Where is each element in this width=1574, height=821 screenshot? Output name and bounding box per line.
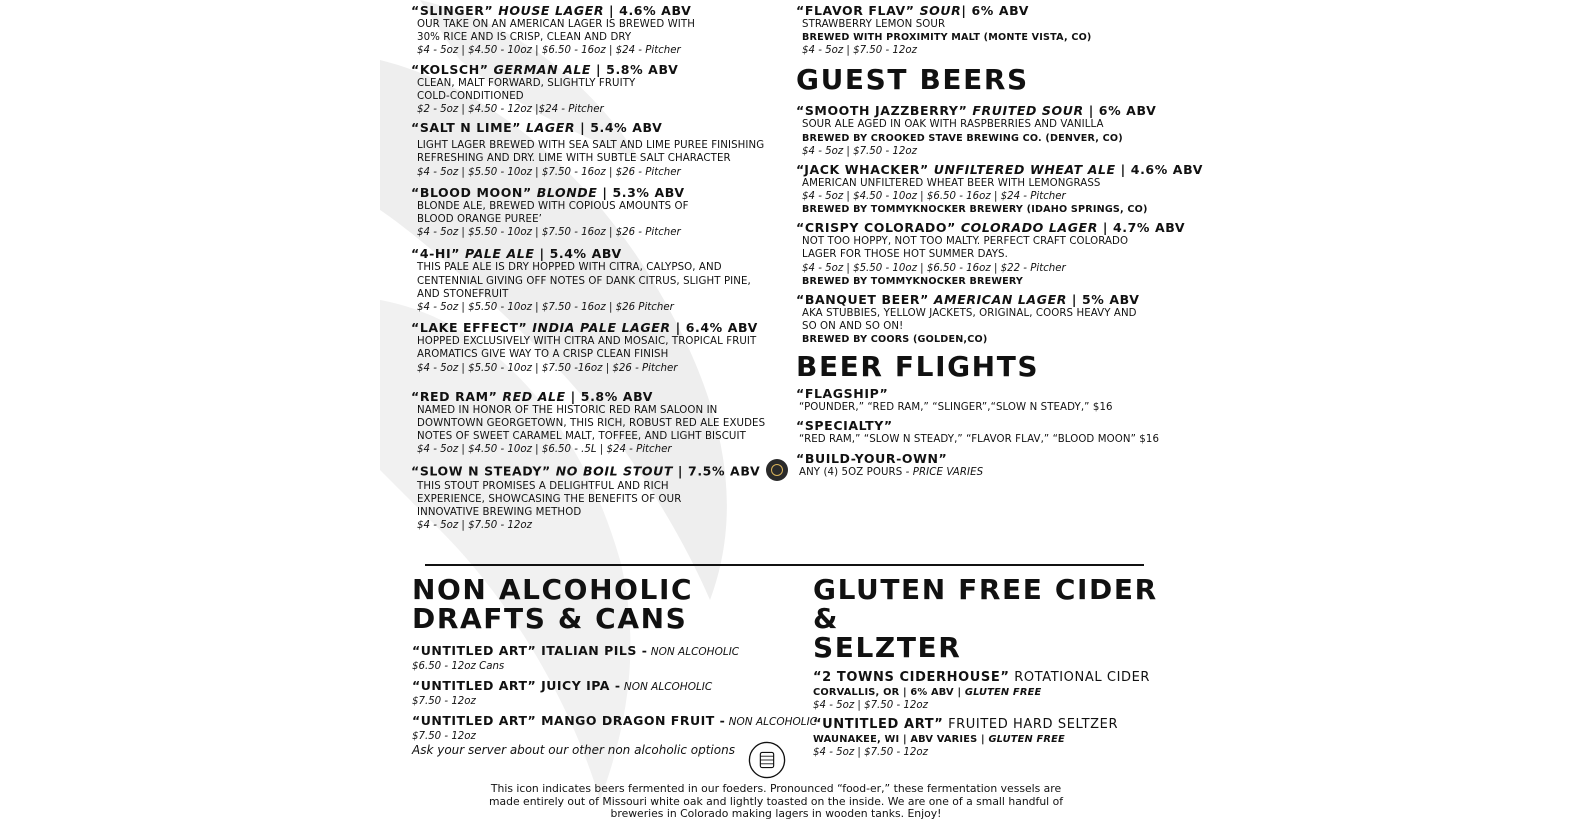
cider-name: “UNTITLED ART” FRUITED HARD SELTZER: [813, 717, 1119, 732]
beer-name: “CRISPY COLORADO” COLORADO LAGER | 4.7% ABV: [796, 220, 1186, 236]
cider-item: [813, 670, 1193, 712]
beer-description: OUR TAKE ON AN AMERICAN LAGER IS BREWED WITH 30% RICE AND IS CRISP, CLEAN AND DRY: [417, 19, 695, 44]
flight-name: “FLAGSHIP”: [796, 386, 889, 402]
na-name: “UNTITLED ART” JUICY IPA - NON ALCOHOLIC: [412, 678, 713, 693]
beer-name: “JACK WHACKER” UNFILTERED WHEAT ALE | 4.6% ABV: [796, 161, 1203, 177]
cider-item: [813, 717, 1193, 759]
cider-origin: CORVALLIS, OR | 6% ABV | GLUTEN FREE: [813, 687, 1042, 698]
beer-item: [796, 161, 1203, 216]
beer-description: AKA STUBBIES, YELLOW JACKETS, ORIGINAL, COORS HEAVY AND SO ON AND SO ON!: [802, 307, 1137, 333]
beer-item: [796, 103, 1186, 157]
beer-name: “BANQUET BEER” AMERICAN LAGER | 5% ABV: [796, 291, 1140, 307]
beer-brewer: BREWED BY TOMMYKNOCKER BREWERY (IDAHO SPRINGS, CO): [802, 204, 1148, 216]
na-price: $6.50 - 12oz Cans: [412, 661, 505, 672]
beer-price: $4 - 5oz | $7.50 - 12oz: [417, 520, 532, 532]
beer-description: THIS STOUT PROMISES A DELIGHTFUL AND RICH EXPERIENCE, SHOWCASING THE BENEFITS OF OUR INNOVATIVE BREWING METHOD: [417, 480, 682, 519]
beer-name: “KOLSCH” GERMAN ALE | 5.8% ABV: [411, 61, 679, 77]
beer-price: $4 - 5oz | $4.50 - 10oz | $6.50 - 16oz | $24 - Pitcher: [417, 45, 681, 57]
beer-item: [411, 320, 791, 375]
beer-item: [411, 120, 791, 179]
foeder-footnote: This icon indicates beers fermented in our foeders. Pronounced “food-er,” these fermentation vessels are made entirely out of Missouri white oak and lightly toasted on the inside. We are one of a small handful of breweries in Colorado making lagers in wooden tanks. Enjoy!: [488, 782, 1064, 820]
na-item: [412, 643, 812, 673]
beer-name: “SLINGER” HOUSE LAGER | 4.6% ABV: [411, 3, 692, 18]
flight-item: [796, 386, 1186, 414]
beer-description: NOT TOO HOPPY, NOT TOO MALTY. PERFECT CRAFT COLORADO LAGER FOR THOSE HOT SUMMER DAYS.: [802, 236, 1129, 261]
beer-price: $4 - 5oz | $7.50 - 12oz: [802, 145, 917, 157]
beer-item: [796, 220, 1186, 288]
na-item: [412, 713, 818, 743]
beer-item: [411, 389, 791, 457]
beer-price: $2 - 5oz | $4.50 - 12oz |$24 - Pitcher: [417, 104, 604, 116]
beer-description: SOUR ALE AGED IN OAK WITH RASPBERRIES AND VANILLA: [802, 119, 1104, 131]
beer-name: “SMOOTH JAZZBERRY” FRUITED SOUR | 6% ABV: [796, 103, 1157, 119]
cider-origin: WAUNAKEE, WI | ABV VARIES | GLUTEN FREE: [813, 734, 1065, 745]
beer-name: “BLOOD MOON” BLONDE | 5.3% ABV: [411, 184, 685, 200]
beer-name: “RED RAM” RED ALE | 5.8% ABV: [411, 388, 653, 404]
beer-price: $4 - 5oz | $5.50 - 10oz | $7.50 - 16oz | $26 - Pitcher: [417, 227, 681, 239]
cider-price: $4 - 5oz | $7.50 - 12oz: [813, 747, 928, 758]
beer-item: [796, 292, 1186, 346]
cider-name: “2 TOWNS CIDERHOUSE” ROTATIONAL CIDER: [813, 670, 1151, 685]
beer-description: THIS PALE ALE IS DRY HOPPED WITH CITRA, CALYPSO, AND CENTENNIAL GIVING OFF NOTES OF DANK CITRUS, SLIGHT PINE, AND STONEFRUIT: [417, 262, 751, 300]
beer-item: [796, 3, 1186, 57]
beer-flights-heading: BEER FLIGHTS: [796, 350, 1040, 384]
beer-description: STRAWBERRY LEMON SOUR: [802, 19, 946, 30]
beer-description: BLONDE ALE, BREWED WITH COPIOUS AMOUNTS OF BLOOD ORANGE PUREE’: [417, 200, 689, 226]
na-price: $7.50 - 12oz: [412, 696, 476, 707]
non-alcoholic-heading: NON ALCOHOLIC DRAFTS & CANS: [412, 573, 694, 635]
beer-description: CLEAN, MALT FORWARD, SLIGHTLY FRUITY COLD-CONDITIONED: [417, 77, 636, 102]
beer-name: “SLOW N STEADY” NO BOIL STOUT | 7.5% ABV: [411, 461, 791, 483]
beer-item: [411, 62, 791, 117]
flight-item: [796, 451, 1186, 479]
beer-price: $4 - 5oz | $4.50 - 10oz | $6.50 - 16oz | $24 - Pitcher: [802, 191, 1066, 203]
beer-name: “LAKE EFFECT” INDIA PALE LAGER | 6.4% ABV: [411, 320, 758, 336]
cider-price: $4 - 5oz | $7.50 - 12oz: [813, 700, 928, 711]
beer-item: [411, 3, 791, 58]
flight-description: ANY (4) 5OZ POURS - PRICE VARIES: [799, 466, 984, 478]
gluten-free-section: [813, 575, 1193, 759]
section-divider: [425, 564, 1144, 566]
gluten-free-heading: GLUTEN FREE CIDER & SELZTER: [813, 573, 1158, 664]
beer-price: $4 - 5oz | $7.50 - 12oz: [802, 45, 917, 57]
beer-item: [411, 246, 791, 314]
na-name: “UNTITLED ART” MANGO DRAGON FRUIT - NON ALCOHOLIC: [412, 713, 818, 728]
flight-name: “SPECIALTY”: [796, 418, 893, 434]
flight-description: “POUNDER,” “RED RAM,” “SLINGER”,“SLOW N STEADY,” $16: [799, 402, 1113, 414]
na-price: $7.50 - 12oz: [412, 731, 476, 742]
flight-name: “BUILD-YOUR-OWN”: [796, 450, 948, 466]
house-beers-column: [411, 3, 791, 536]
flight-description: “RED RAM,” “SLOW N STEADY,” “FLAVOR FLAV,” “BLOOD MOON” $16: [799, 434, 1160, 446]
foeder-fermented-logo-icon: [748, 741, 786, 779]
beer-brewer: BREWED WITH PROXIMITY MALT (MONTE VISTA, CO): [802, 32, 1092, 44]
na-name: “UNTITLED ART” ITALIAN PILS - NON ALCOHOLIC: [412, 643, 740, 658]
beer-price: $4 - 5oz | $5.50 - 10oz | $7.50 -16oz | $26 - Pitcher: [417, 362, 678, 374]
beer-price: $4 - 5oz | $5.50 - 10oz | $7.50 - 16oz | $26 Pitcher: [417, 302, 674, 314]
beer-description: AMERICAN UNFILTERED WHEAT BEER WITH LEMONGRASS: [802, 177, 1101, 189]
beer-name: “FLAVOR FLAV” SOUR| 6% ABV: [796, 3, 1030, 18]
beer-brewer: BREWED BY COORS (GOLDEN,CO): [802, 334, 988, 346]
foeder-badge-icon: [766, 459, 788, 481]
beer-name: “SALT N LIME” LAGER | 5.4% ABV: [411, 120, 663, 136]
beer-item: [411, 185, 791, 240]
guest-beers-column: [796, 3, 1203, 483]
beer-description: NAMED IN HONOR OF THE HISTORIC RED RAM SALOON IN DOWNTOWN GEORGETOWN, THIS RICH, ROBUST RED ALE EXUDES NOTES OF SWEET CARAMEL MALT, TOFFEE, AND LIGHT BISCUIT: [417, 404, 766, 443]
beer-price: $4 - 5oz | $5.50 - 10oz | $7.50 - 16oz | $26 - Pitcher: [417, 166, 681, 178]
non-alcoholic-section: [412, 573, 818, 757]
beer-description: LIGHT LAGER BREWED WITH SEA SALT AND LIME PUREE FINISHING REFRESHING AND DRY. LIME WITH SUBTLE SALT CHARACTER: [417, 140, 765, 165]
beer-description: HOPPED EXCLUSIVELY WITH CITRA AND MOSAIC, TROPICAL FRUIT AROMATICS GIVE WAY TO A CRISP CLEAN FINISH: [417, 336, 757, 361]
beer-brewer: BREWED BY TOMMYKNOCKER BREWERY: [802, 275, 1024, 287]
beer-price: $4 - 5oz | $5.50 - 10oz | $6.50 - 16oz | $22 - Pitcher: [802, 262, 1066, 274]
na-note: Ask your server about our other non alcoholic options: [412, 743, 735, 757]
guest-beers-heading: GUEST BEERS: [796, 63, 1029, 97]
beer-price: $4 - 5oz | $4.50 - 10oz | $6.50 - .5L | $24 - Pitcher: [417, 444, 672, 456]
beer-name: “4-HI” PALE ALE | 5.4% ABV: [411, 246, 622, 262]
beer-brewer: BREWED BY CROOKED STAVE BREWING CO. (DENVER, CO): [802, 132, 1123, 144]
flight-item: [796, 418, 1186, 446]
na-item: [412, 678, 812, 708]
beer-item: [411, 461, 791, 533]
